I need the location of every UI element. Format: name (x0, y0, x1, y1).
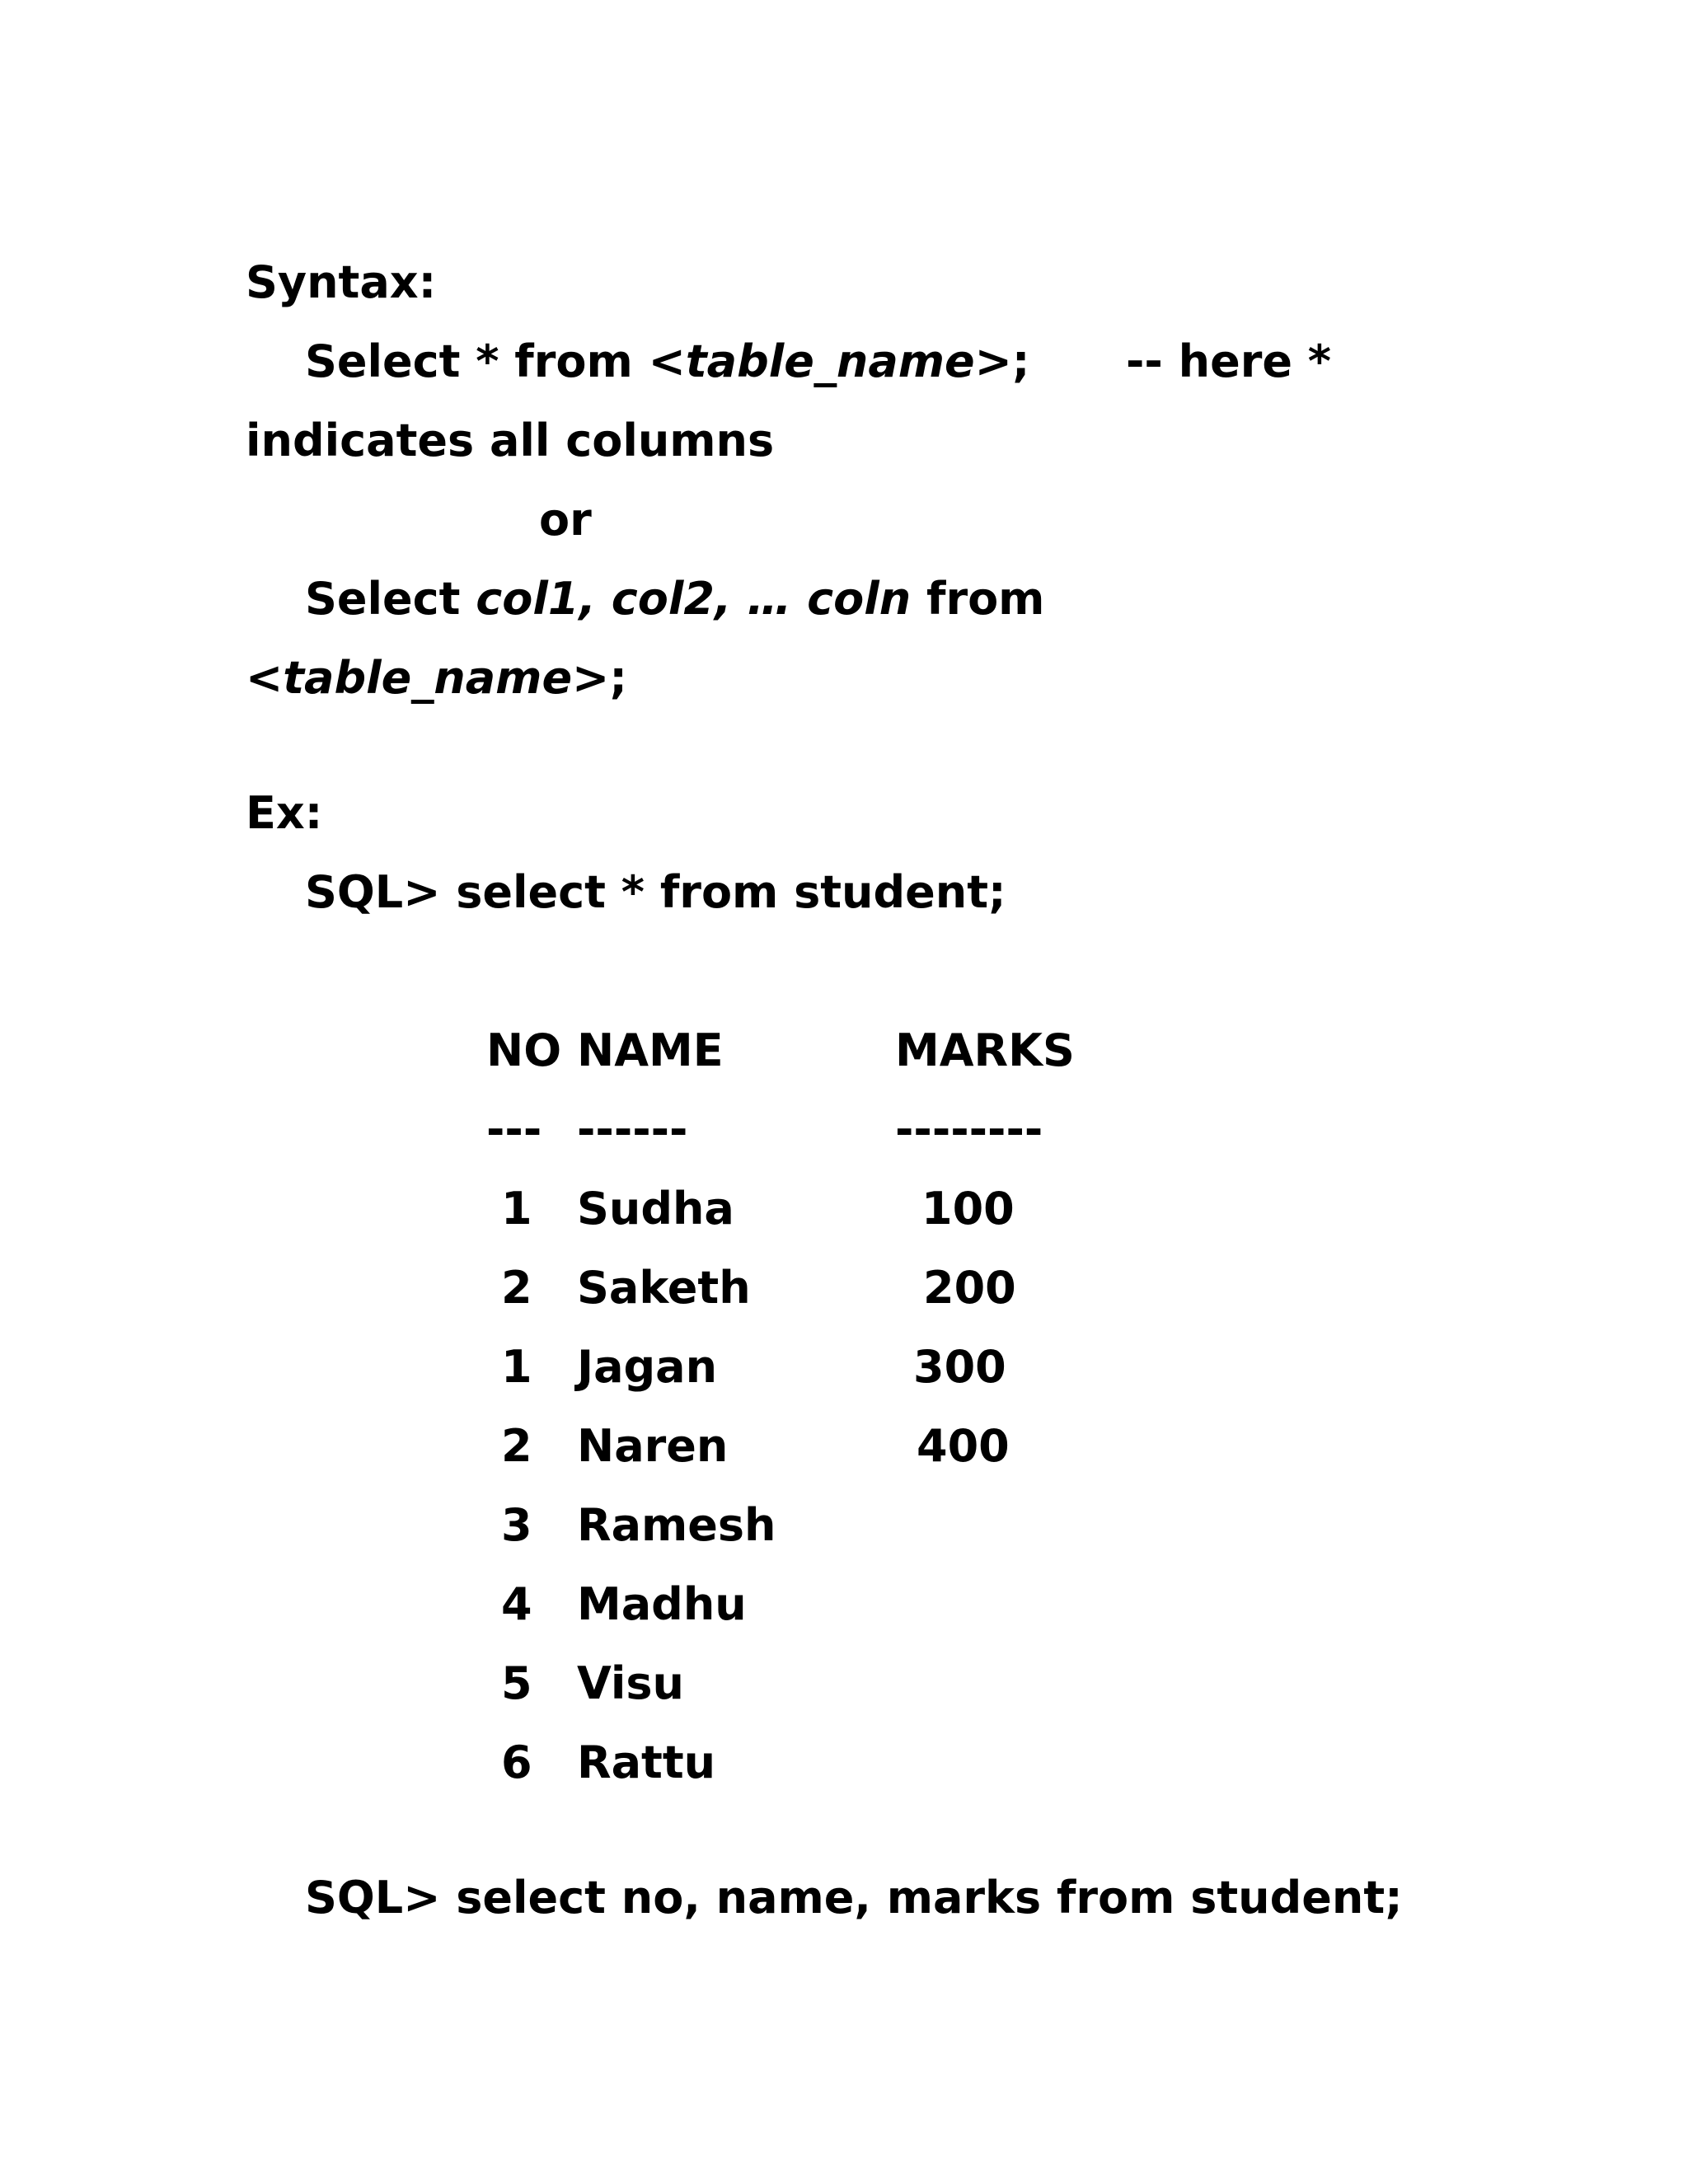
syntax-comment: -- here * (1126, 335, 1331, 387)
table-cell-marks: 400 (917, 1420, 1010, 1472)
table-separator-marks: -------- (895, 1104, 1043, 1155)
table-separator-no: --- (486, 1104, 542, 1155)
syntax-from: from (911, 573, 1045, 625)
table-cell-name: Visu (577, 1657, 684, 1709)
table-cell-no: 3 (501, 1499, 532, 1551)
table-header-name: NAME (577, 1024, 724, 1076)
table-cell-no: 4 (501, 1578, 532, 1630)
syntax-semicolon: ; (1011, 335, 1030, 387)
table-cell-no: 2 (501, 1262, 532, 1314)
table-header-no: NO (486, 1024, 562, 1076)
syntax-or: or (539, 494, 592, 546)
syntax-select-all-prefix: Select * from (305, 335, 649, 387)
table-cell-no: 1 (501, 1341, 532, 1393)
syntax-heading: Syntax: (246, 256, 437, 308)
example-heading: Ex: (246, 787, 323, 839)
table-separator-name: ------ (577, 1104, 688, 1155)
syntax-line-select-cols (305, 573, 1045, 625)
example-query-1: SQL> select * from student; (305, 866, 1006, 918)
syntax-table-name-2: <table_name> (246, 652, 610, 704)
table-cell-marks: 200 (923, 1262, 1016, 1314)
table-cell-no: 6 (501, 1736, 532, 1788)
table-cell-no: 2 (501, 1420, 532, 1472)
syntax-line-select-all (305, 335, 1030, 387)
syntax-column-list: col1, col2, … coln (476, 573, 912, 625)
table-cell-marks: 100 (921, 1183, 1015, 1235)
table-cell-name: Jagan (577, 1341, 718, 1393)
syntax-line-table (246, 652, 627, 704)
table-cell-no: 1 (501, 1183, 532, 1235)
syntax-table-name: <table_name> (648, 335, 1012, 387)
syntax-semicolon-2: ; (609, 652, 627, 704)
table-cell-name: Madhu (577, 1578, 747, 1630)
table-cell-name: Ramesh (577, 1499, 776, 1551)
table-cell-name: Sudha (577, 1183, 734, 1235)
table-cell-marks: 300 (913, 1341, 1006, 1393)
syntax-select-cols-prefix: Select (305, 573, 476, 625)
syntax-comment-continued: indicates all columns (246, 415, 775, 466)
table-header-marks: MARKS (895, 1024, 1075, 1076)
table-cell-name: Rattu (577, 1736, 716, 1788)
example-query-2: SQL> select no, name, marks from student; (305, 1872, 1403, 1924)
table-cell-name: Naren (577, 1420, 729, 1472)
table-cell-no: 5 (501, 1657, 532, 1709)
table-cell-name: Saketh (577, 1262, 751, 1314)
